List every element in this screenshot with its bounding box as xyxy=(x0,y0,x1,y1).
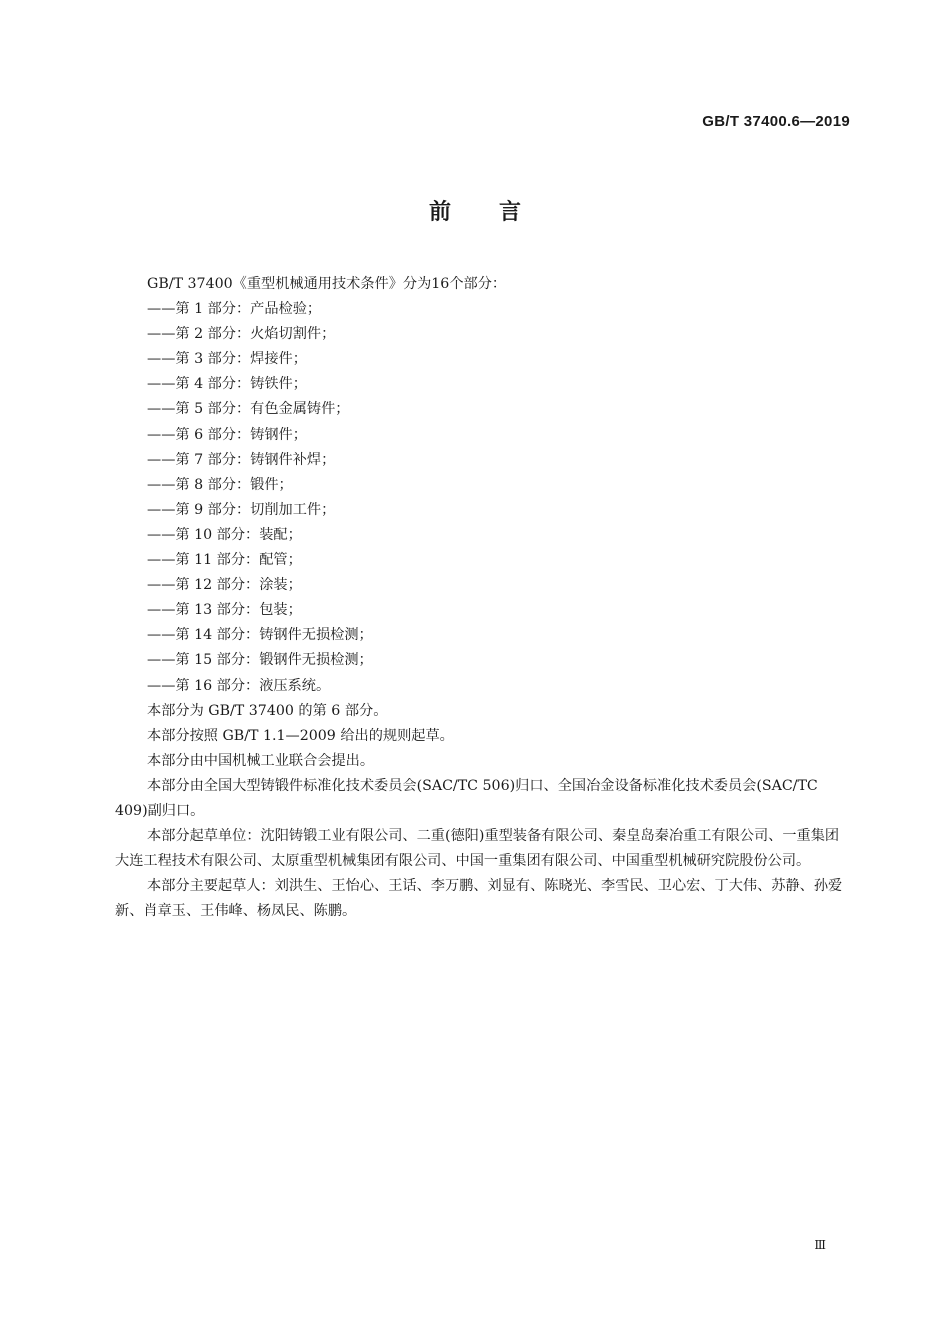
list-item: ——第 5 部分：有色金属铸件； xyxy=(147,401,350,418)
list-item: ——第 9 部分：切削加工件； xyxy=(147,501,336,518)
proposer-paragraph: 本部分由中国机械工业联合会提出。 xyxy=(147,752,375,769)
list-item: ——第 13 部分：包装； xyxy=(147,602,302,619)
document-body xyxy=(115,272,848,924)
page-title: 前言 xyxy=(428,200,569,225)
list-item: ——第 2 部分：火焰切割件； xyxy=(147,326,336,343)
list-item: ——第 16 部分：液压系统。 xyxy=(147,677,331,694)
committee-paragraph: 本部分由全国大型铸锻件标准化技术委员会(SAC/TC 506)归口、全国冶金设备标准化技术委员会(SAC/TC 409)副归口。 xyxy=(115,777,818,819)
list-item: ——第 11 部分：配管； xyxy=(147,552,302,569)
list-item: ——第 10 部分：装配； xyxy=(147,526,302,543)
page-number: Ⅲ xyxy=(814,1238,826,1252)
list-item: ——第 15 部分：锻钢件无损检测； xyxy=(147,652,373,669)
list-item: ——第 3 部分：焊接件； xyxy=(147,351,307,368)
parts-list xyxy=(115,297,848,699)
standard-code: GB/T 37400.6—2019 xyxy=(702,113,850,130)
list-item: ——第 6 部分：铸钢件； xyxy=(147,426,307,443)
drafting-rules-paragraph: 本部分按照 GB/T 1.1—2009 给出的规则起草。 xyxy=(147,727,454,744)
intro-paragraph: GB/T 37400《重型机械通用技术条件》分为16个部分： xyxy=(147,276,507,292)
list-item: ——第 7 部分：铸钢件补焊； xyxy=(147,451,336,468)
list-item: ——第 14 部分：铸钢件无损检测； xyxy=(147,627,373,644)
list-item: ——第 1 部分：产品检验； xyxy=(147,301,322,318)
list-item: ——第 8 部分：锻件； xyxy=(147,476,293,493)
list-item: ——第 12 部分：涂装； xyxy=(147,577,302,594)
part-number-paragraph: 本部分为 GB/T 37400 的第 6 部分。 xyxy=(147,702,388,719)
list-item: ——第 4 部分：铸铁件； xyxy=(147,376,307,393)
drafting-units-paragraph: 本部分起草单位：沈阳铸锻工业有限公司、二重(德阳)重型装备有限公司、秦皇岛秦冶重工有限公司、一重集团大连工程技术有限公司、太原重型机械集团有限公司、中国一重集团有限公司、中国重型机械研究院股份公司。 xyxy=(115,828,840,870)
drafters-paragraph: 本部分主要起草人：刘洪生、王怡心、王话、李万鹏、刘显有、陈晓光、李雪民、卫心宏、丁大伟、苏静、孙爱新、肖章玉、王伟峰、杨凤民、陈鹏。 xyxy=(115,878,843,920)
